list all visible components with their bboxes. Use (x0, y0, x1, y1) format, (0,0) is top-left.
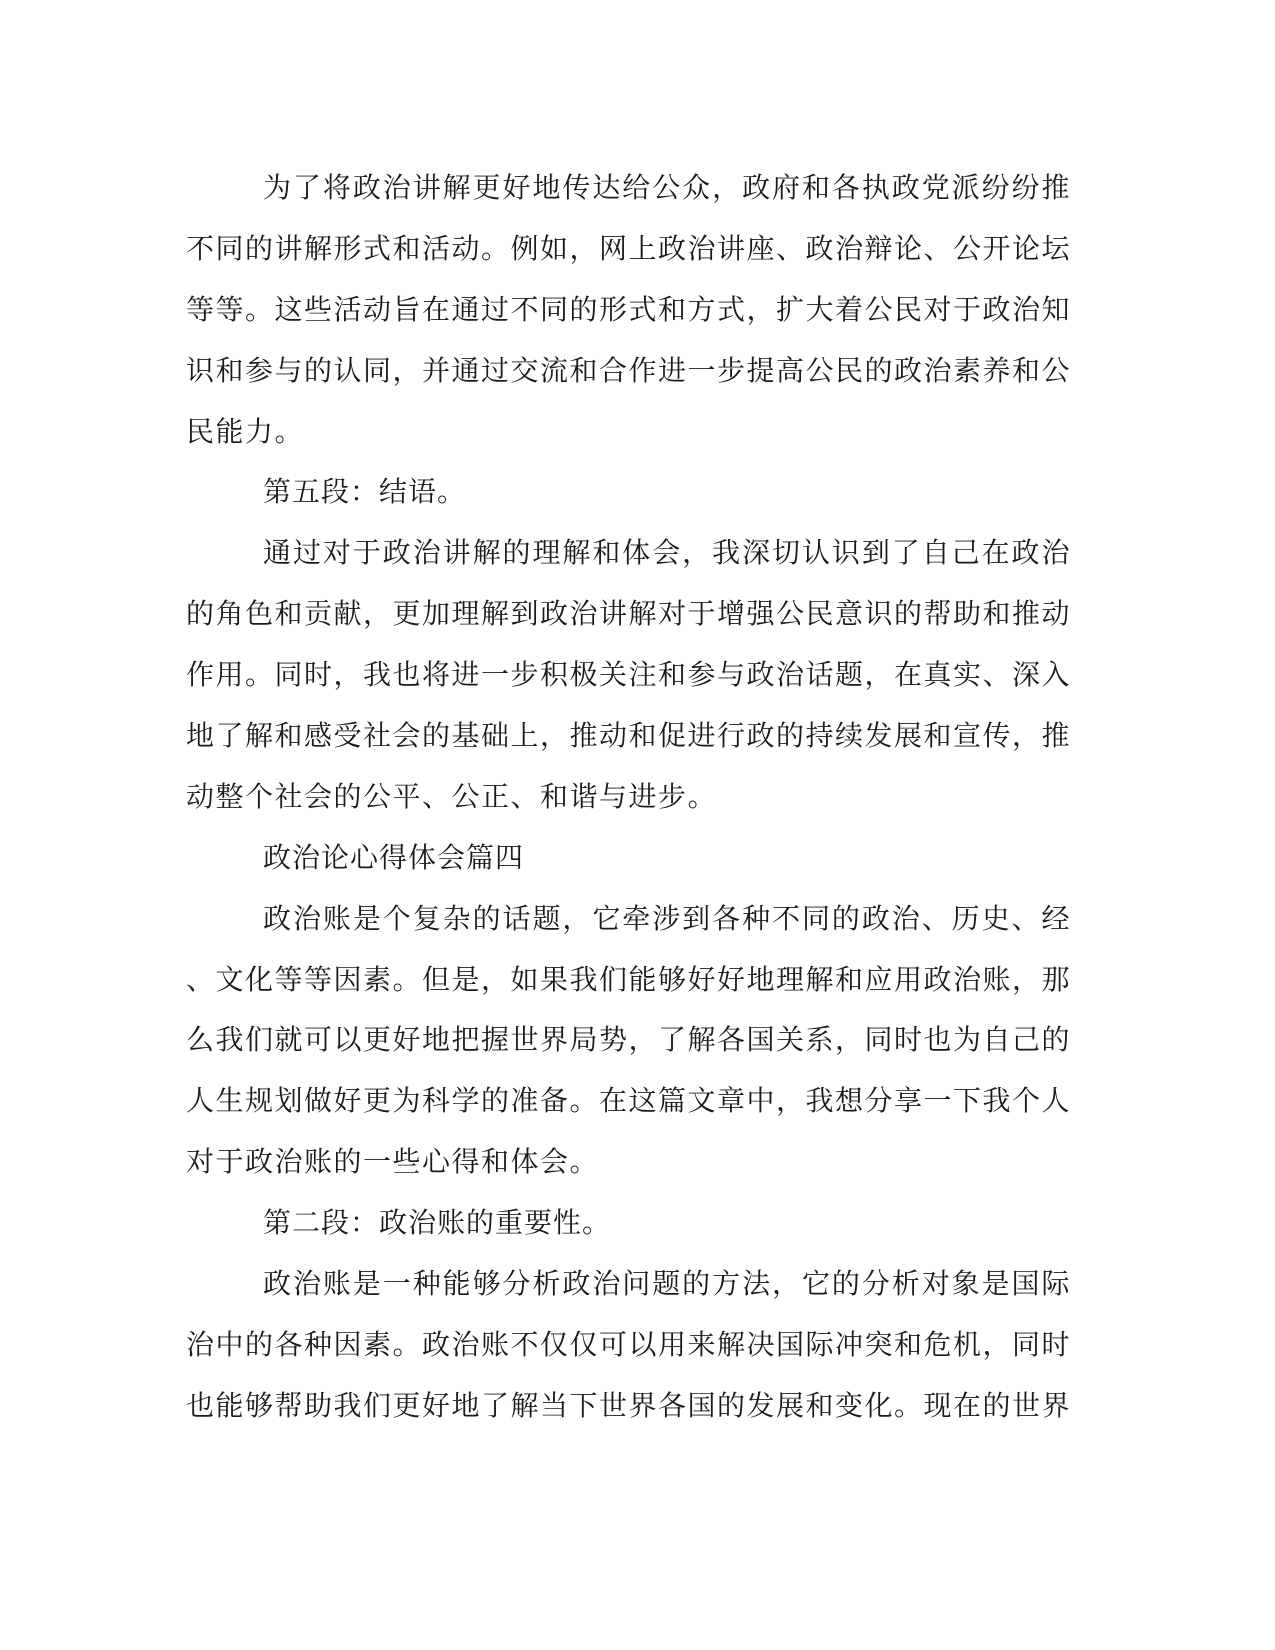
text-line: 作用。同时，我也将进一步积极关注和参与政治话题，在真实、深入 (186, 658, 1071, 692)
text-line: 民能力。 (186, 414, 305, 448)
text-line: 也能够帮助我们更好地了解当下世界各国的发展和变化。现在的世界 (186, 1388, 1071, 1422)
text-line: 治中的各种因素。政治账不仅仅可以用来解决国际冲突和危机，同时 (186, 1327, 1071, 1361)
text-line: 对于政治账的一些心得和体会。 (186, 1145, 600, 1179)
section-heading: 第五段：结语。 (263, 475, 467, 509)
document-body (186, 158, 1071, 1437)
text-line: 通过对于政治讲解的理解和体会，我深切认识到了自己在政治 (263, 536, 1071, 570)
text-line: 不同的讲解形式和活动。例如，网上政治讲座、政治辩论、公开论坛 (186, 231, 1071, 265)
text-line: 的角色和贡献，更加理解到政治讲解对于增强公民意识的帮助和推动 (186, 597, 1071, 631)
section-heading: 第二段：政治账的重要性。 (263, 1206, 612, 1240)
text-line: 动整个社会的公平、公正、和谐与进步。 (186, 779, 718, 813)
text-line: 人生规划做好更为科学的准备。在这篇文章中，我想分享一下我个人 (186, 1084, 1071, 1118)
text-line: 、文化等等因素。但是，如果我们能够好好地理解和应用政治账，那 (186, 962, 1071, 996)
text-line: 政治账是个复杂的话题，它牵涉到各种不同的政治、历史、经 (263, 901, 1071, 935)
text-line: 么我们就可以更好地把握世界局势，了解各国关系，同时也为自己的 (186, 1023, 1071, 1057)
text-line: 等等。这些活动旨在通过不同的形式和方式，扩大着公民对于政治知 (186, 292, 1071, 326)
text-line: 政治账是一种能够分析政治问题的方法，它的分析对象是国际 (263, 1267, 1071, 1301)
article-title: 政治论心得体会篇四 (263, 840, 525, 874)
text-line: 地了解和感受社会的基础上，推动和促进行政的持续发展和宣传，推 (186, 719, 1071, 753)
text-line: 识和参与的认同，并通过交流和合作进一步提高公民的政治素养和公 (186, 353, 1071, 387)
text-line: 为了将政治讲解更好地传达给公众，政府和各执政党派纷纷推 (263, 171, 1071, 204)
